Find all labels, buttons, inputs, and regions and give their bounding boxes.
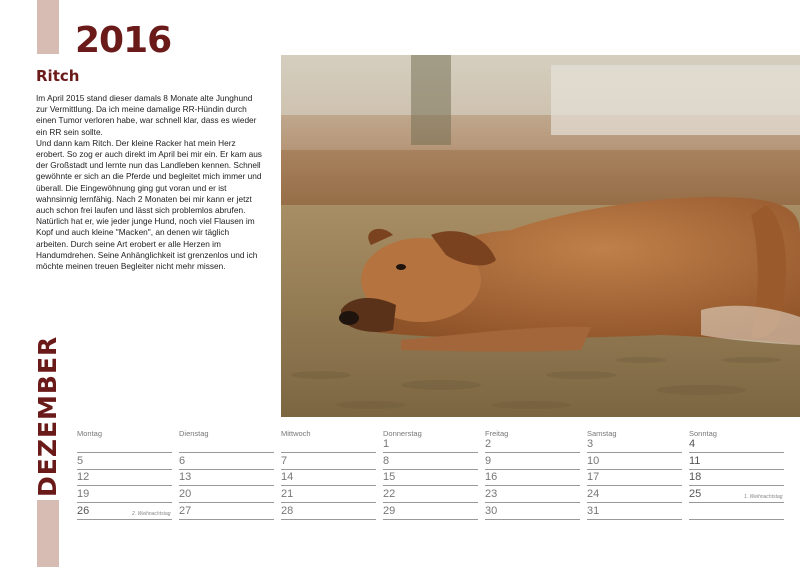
month-label: DEZEMBER bbox=[33, 335, 62, 497]
accent-bar-top bbox=[37, 0, 59, 54]
day-number: 24 bbox=[587, 488, 600, 500]
holiday-label: 1. Weihnachtstag bbox=[744, 494, 783, 500]
day-cell-line bbox=[587, 452, 682, 453]
day-number: 27 bbox=[179, 505, 192, 517]
day-number: 10 bbox=[587, 455, 600, 467]
day-cell-line bbox=[485, 502, 580, 503]
holiday-label: 2. Weihnachtstag bbox=[132, 511, 171, 517]
day-number: 9 bbox=[485, 455, 492, 467]
day-cell-line bbox=[587, 469, 682, 470]
day-cell-line bbox=[281, 485, 376, 486]
day-cell-line bbox=[281, 469, 376, 470]
day-cell-line bbox=[689, 519, 784, 520]
day-cell-line bbox=[77, 485, 172, 486]
day-cell-line bbox=[383, 452, 478, 453]
day-cell-line bbox=[281, 452, 376, 453]
day-cell-line bbox=[77, 452, 172, 453]
weekday-header: Donnerstag bbox=[383, 429, 422, 438]
weekday-header: Sonntag bbox=[689, 429, 717, 438]
accent-bar-bottom bbox=[37, 500, 59, 567]
day-number: 3 bbox=[587, 438, 594, 450]
day-number: 13 bbox=[179, 471, 192, 483]
day-cell-line bbox=[77, 469, 172, 470]
day-cell-line bbox=[383, 502, 478, 503]
story-text bbox=[36, 93, 262, 272]
day-number: 30 bbox=[485, 505, 498, 517]
weekday-header: Freitag bbox=[485, 429, 509, 438]
day-number: 25 bbox=[689, 488, 702, 500]
day-cell-line bbox=[689, 502, 784, 503]
day-cell-line bbox=[485, 452, 580, 453]
day-cell-line bbox=[77, 519, 172, 520]
day-number: 23 bbox=[485, 488, 498, 500]
day-number: 12 bbox=[77, 471, 90, 483]
day-cell-line bbox=[587, 502, 682, 503]
story-paragraph: Im April 2015 stand dieser damals 8 Monate alte Junghund zur Vermittlung. Da ich meine damalige RR-Hündin durch einen Tumor verloren habe, war schnell klar, dass es wieder ein RR sein sollte. bbox=[36, 93, 257, 137]
day-cell-line bbox=[77, 502, 172, 503]
day-number: 1 bbox=[383, 438, 390, 450]
day-number: 26 bbox=[77, 505, 90, 517]
day-cell-line bbox=[689, 452, 784, 453]
day-cell-line bbox=[179, 485, 274, 486]
day-cell-line bbox=[281, 519, 376, 520]
day-number: 31 bbox=[587, 505, 600, 517]
day-cell-line bbox=[179, 502, 274, 503]
day-number: 7 bbox=[281, 455, 288, 467]
weekday-header: Samstag bbox=[587, 429, 617, 438]
day-cell-line bbox=[179, 469, 274, 470]
day-cell-line bbox=[383, 519, 478, 520]
day-number: 29 bbox=[383, 505, 396, 517]
day-cell-line bbox=[179, 519, 274, 520]
day-cell-line bbox=[485, 485, 580, 486]
story-paragraph: Und dann kam Ritch. Der kleine Racker hat mein Herz erobert. So zog er auch direkt im April bei mir ein. Er kam aus der Großstadt und lernte nun das Landleben kennen. Schnell gewöhnte er sich an die Pferde und begleitet mich immer und überall. Die Eingewöhnung ging gut voran und er ist wahnsinnig lernfähig. Nach 2 Monaten bei mir kann er jetzt auch schon frei laufen und lässt sich problemlos abrufen. bbox=[36, 137, 262, 216]
day-cell-line bbox=[281, 502, 376, 503]
day-cell-line bbox=[689, 485, 784, 486]
day-number: 16 bbox=[485, 471, 498, 483]
day-number: 11 bbox=[689, 455, 701, 467]
day-cell-line bbox=[587, 485, 682, 486]
day-number: 28 bbox=[281, 505, 294, 517]
day-number: 14 bbox=[281, 471, 294, 483]
day-cell-line bbox=[485, 469, 580, 470]
day-cell-line bbox=[383, 469, 478, 470]
day-cell-line bbox=[179, 452, 274, 453]
dog-photo bbox=[281, 55, 800, 417]
calendar-year: 2016 bbox=[75, 20, 172, 61]
day-number: 5 bbox=[77, 455, 84, 467]
weekday-header: Montag bbox=[77, 429, 103, 438]
day-number: 18 bbox=[689, 471, 702, 483]
day-cell-line bbox=[383, 485, 478, 486]
day-number: 2 bbox=[485, 438, 492, 450]
day-cell-line bbox=[485, 519, 580, 520]
day-number: 4 bbox=[689, 438, 696, 450]
story-paragraph: Natürlich hat er, wie jeder junge Hund, noch viel Flausen im Kopf und auch kleine "Macken", an denen wir täglich arbeiten. Durch seine Art erobert er alle Herzen im Handumdrehen. Seine Anhänglichkeit ist grenzenlos und ich möchte meinen treuen Begleiter nicht mehr missen. bbox=[36, 216, 258, 272]
day-cell-line bbox=[689, 469, 784, 470]
weekday-header: Dienstag bbox=[179, 429, 209, 438]
day-number: 19 bbox=[77, 488, 90, 500]
day-number: 17 bbox=[587, 471, 600, 483]
day-number: 20 bbox=[179, 488, 192, 500]
dog-name-title: Ritch bbox=[36, 67, 80, 85]
day-cell-line bbox=[587, 519, 682, 520]
weekday-header: Mittwoch bbox=[281, 429, 311, 438]
day-number: 22 bbox=[383, 488, 396, 500]
day-number: 21 bbox=[281, 488, 294, 500]
day-number: 8 bbox=[383, 455, 390, 467]
day-number: 15 bbox=[383, 471, 396, 483]
day-number: 6 bbox=[179, 455, 186, 467]
